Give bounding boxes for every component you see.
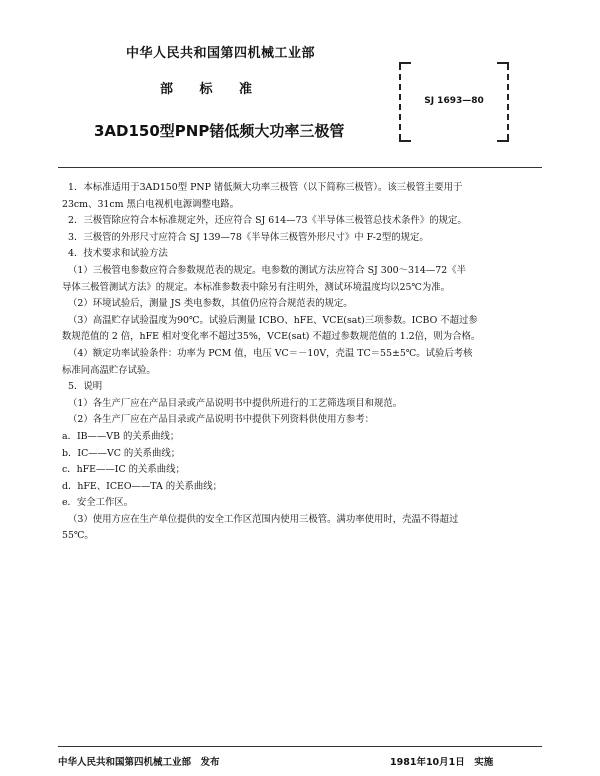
body-line: 数规范值的 2 倍，hFE 相对变化率不超过35%，VCE(sat) 不超过参数规范值的 1.2倍，则为合格。 bbox=[62, 331, 481, 343]
body-line: 标准同高温贮存试验。 bbox=[62, 364, 156, 376]
body-line: 23cm、31cm 黑白电视机电源调整电路。 bbox=[62, 198, 239, 210]
standard-title: 3AD150型PNP锗低频大功率三极管 bbox=[94, 122, 345, 140]
body-line: d．hFE、ICEO——TA 的关系曲线； bbox=[62, 480, 223, 492]
body-line: e．安全工作区。 bbox=[62, 497, 134, 509]
body-line: 2．三极管除应符合本标准规定外，还应符合 SJ 614—73《半导体三极管总技术条件》的规定。 bbox=[68, 215, 467, 227]
body-line: 4．技术要求和试验方法 bbox=[68, 248, 168, 260]
document-body bbox=[62, 180, 542, 545]
body-line: （3）使用方应在生产单位提供的安全工作区范围内使用三极管。满功率使用时，壳温不得超过 bbox=[68, 513, 459, 525]
body-line: （2）环境试验后，测量 JS 类电参数，其值仍应符合规范表的规定。 bbox=[68, 298, 353, 310]
body-line: 55℃。 bbox=[62, 530, 94, 542]
body-line: a．IB——VB 的关系曲线； bbox=[62, 430, 180, 442]
body-line: （3）高温贮存试验温度为90℃。试验后测量 ICBO、hFE、VCE(sat)三项参数。ICBO 不超过参 bbox=[68, 314, 478, 326]
header-rule bbox=[58, 167, 542, 168]
body-line: 导体三极管测试方法》的规定。本标准参数表中除另有注明外，测试环境温度均以25℃为准。 bbox=[62, 281, 451, 293]
ministry-title: 中华人民共和国第四机械工业部 bbox=[126, 46, 316, 61]
body-line: 1．本标准适用于3AD150型 PNP 锗低频大功率三极管（以下简称三极管）。该三极管主要用于 bbox=[68, 182, 463, 193]
body-line: （1）三极管电参数应符合参数规范表的规定。电参数的测试方法应符合 SJ 300～314—72《半 bbox=[68, 264, 466, 276]
footer-rule bbox=[58, 746, 542, 747]
body-line: （1）各生产厂应在产品目录或产品说明书中提供所进行的工艺筛选项目和规范。 bbox=[68, 397, 403, 409]
publisher: 中华人民共和国第四机械工业部 发布 bbox=[58, 757, 220, 768]
standard-code-box bbox=[399, 64, 509, 140]
body-line: c．hFE——IC 的关系曲线； bbox=[62, 464, 185, 476]
body-line: 5．说明 bbox=[68, 381, 103, 393]
standard-code: SJ 1693—80 bbox=[424, 96, 484, 106]
body-line: （4）额定功率试验条件：功率为 PCM 值，电压 VC＝－10V，壳温 TC＝55±5℃。试验后考核 bbox=[68, 347, 473, 359]
body-line: b．IC——VC 的关系曲线； bbox=[62, 447, 181, 459]
implementation-date: 1981年10月1日 实施 bbox=[390, 757, 494, 768]
body-line: （2）各生产厂应在产品目录或产品说明书中提供下列资料供使用方参考： bbox=[68, 414, 374, 426]
body-line: 3．三极管的外形尺寸应符合 SJ 139—78《半导体三极管外形尺寸》中 F-2型的规定。 bbox=[68, 231, 429, 243]
standard-type: 部 标 准 bbox=[160, 82, 253, 97]
